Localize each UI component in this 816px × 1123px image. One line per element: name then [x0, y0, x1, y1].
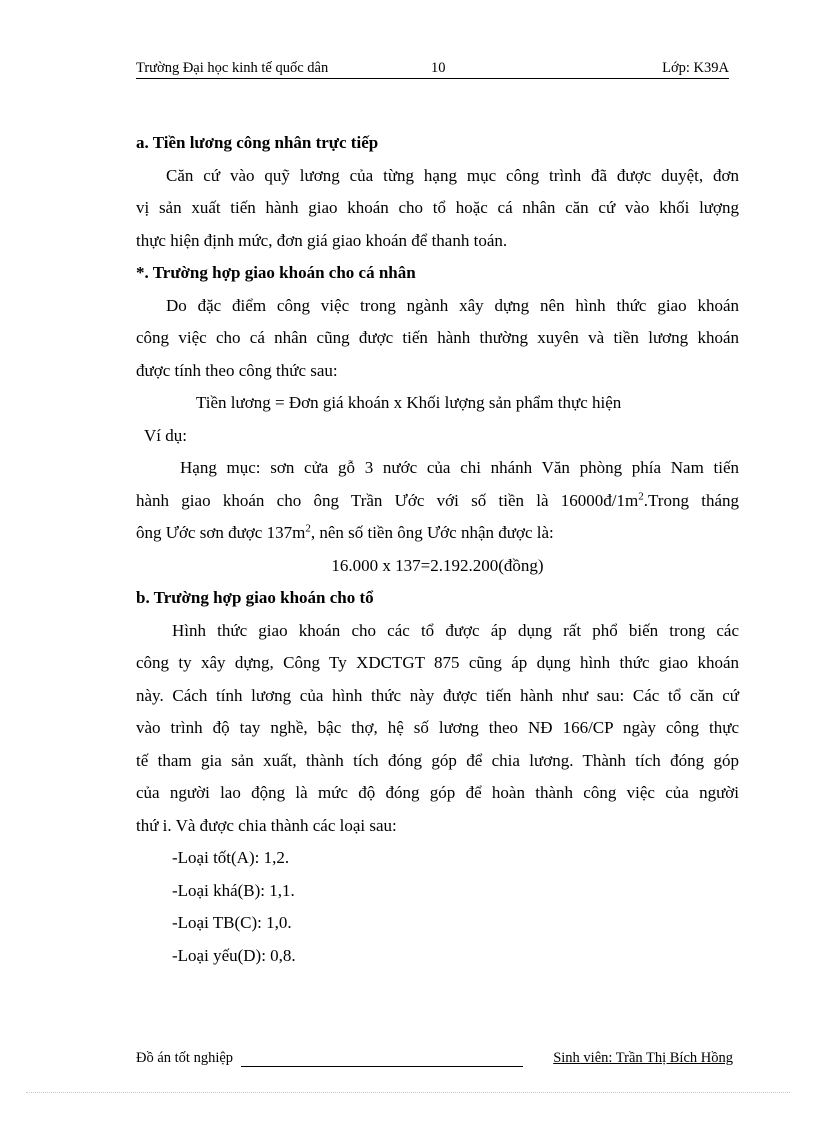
paragraph-line: được tính theo công thức sau:: [136, 360, 338, 380]
example-text: , nên số tiền ông Ước nhận được là:: [310, 523, 554, 542]
grade-item: -Loại khá(B): 1,1.: [172, 880, 295, 900]
example-text: ông Ước sơn được 137m: [136, 523, 306, 542]
paragraph-line: của người lao động là mức độ đóng góp để hoàn thành công việc của người: [136, 783, 739, 802]
example-line: [136, 485, 739, 518]
page-header: [136, 58, 729, 79]
heading-a: a. Tiền lương công nhân trực tiếp: [136, 133, 379, 152]
paragraph-line: công việc cho cá nhân cũng được tiến hành thường xuyên và tiền lương khoán: [136, 328, 739, 347]
grade-item: -Loại tốt(A): 1,2.: [172, 848, 290, 867]
paragraph-line: tế tham gia sản xuất, thành tích đóng góp để chia lương. Thành tích đóng góp: [136, 750, 739, 770]
paragraph-line: này. Cách tính lương của hình thức này được tiến hành như sau: Các tổ căn cứ: [136, 685, 739, 705]
calculation: 16.000 x 137=2.192.200(đồng): [331, 555, 544, 575]
example-line: Hạng mục: sơn cửa gỗ 3 nước của chi nhánh Văn phòng phía Nam tiến: [180, 458, 739, 477]
footer-rule: [241, 1066, 523, 1067]
grade-item: -Loại TB(C): 1,0.: [172, 913, 292, 932]
paragraph-line: công ty xây dựng, Công Ty XDCTGT 875 cũng áp dụng hình thức giao khoán: [136, 653, 739, 672]
paragraph-line: Do đặc điểm công việc trong ngành xây dựng nên hình thức giao khoán: [166, 295, 739, 315]
example-line: [136, 517, 739, 550]
example-text: .Trong tháng: [643, 490, 739, 510]
superscript: 2: [305, 522, 311, 535]
paragraph-line: vị sản xuất tiến hành giao khoán cho tổ hoặc cá nhân căn cứ vào khối lượng: [136, 198, 739, 217]
example-text: hành giao khoán cho ông Trần Ước với số tiền là 16000đ/1m: [136, 490, 639, 510]
header-page-number: 10: [431, 60, 446, 76]
footer-right: Sinh viên: Trần Thị Bích Hồng: [553, 1050, 733, 1066]
paragraph-line: vào trình độ tay nghề, bậc thợ, hệ số lương theo NĐ 166/CP ngày công thực: [136, 718, 739, 737]
heading-b: b. Trường hợp giao khoán cho tổ: [136, 588, 374, 607]
paragraph-line: thực hiện định mức, đơn giá giao khoán để thanh toán.: [136, 230, 508, 250]
paragraph-line: thứ i. Và được chia thành các loại sau:: [136, 815, 397, 835]
paragraph-line: Căn cứ vào quỹ lương của từng hạng mục công trình đã được duyệt, đơn: [166, 165, 739, 185]
paragraph-line: Hình thức giao khoán cho các tổ được áp dụng rất phổ biến trong các: [172, 620, 739, 640]
page-footer: [136, 1048, 733, 1068]
grade-item: -Loại yếu(D): 0,8.: [172, 945, 296, 965]
document-body: [136, 127, 739, 972]
superscript: 2: [638, 489, 644, 502]
formula: Tiền lương = Đơn giá khoán x Khối lượng sản phẩm thực hiện: [196, 393, 622, 412]
footer-left: Đồ án tốt nghiệp: [136, 1050, 234, 1066]
page-edge-divider: [26, 1092, 790, 1093]
example-label: Ví dụ:: [144, 425, 187, 445]
heading-individual: *. Trường hợp giao khoán cho cá nhân: [136, 263, 416, 282]
header-school: Trường Đại học kinh tế quốc dân: [136, 60, 329, 76]
header-class: Lớp: K39A: [662, 60, 729, 76]
